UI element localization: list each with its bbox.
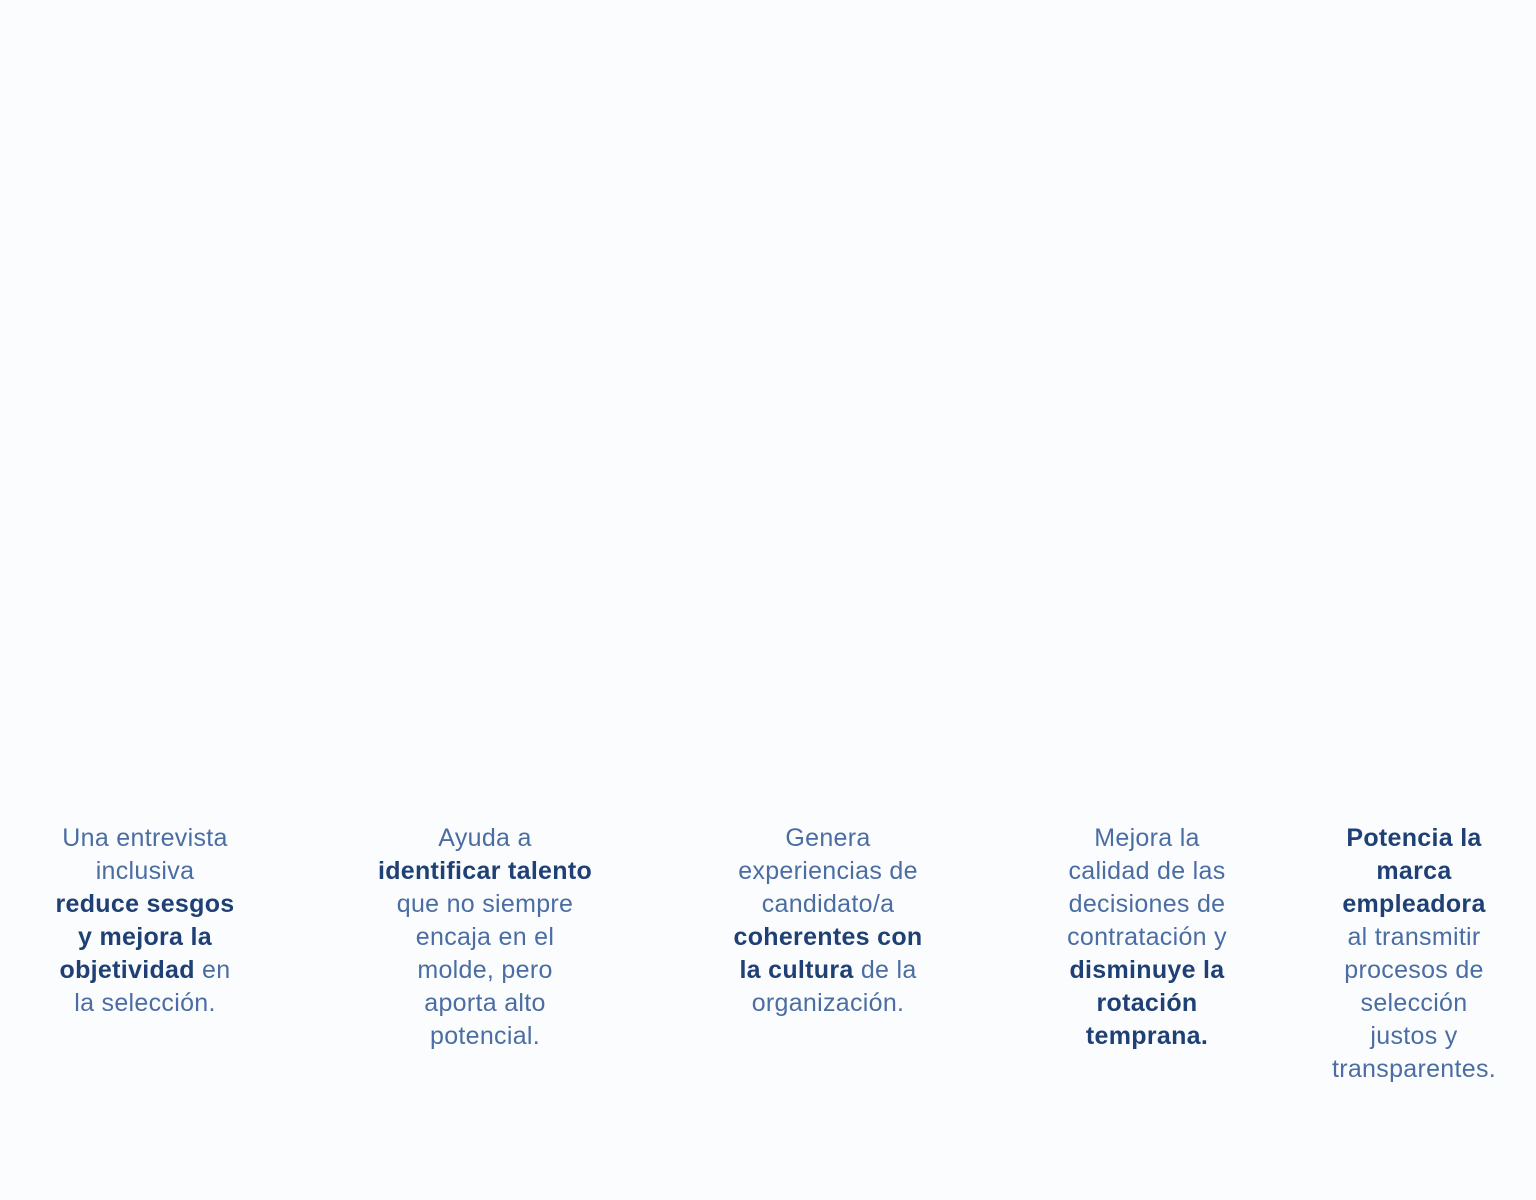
- benefit-text-3: [698, 822, 958, 1020]
- text-line: [698, 954, 958, 987]
- text-line: [1284, 822, 1536, 855]
- text-line: [15, 921, 275, 954]
- benefit-text-1: [15, 822, 275, 1020]
- text-segment: de la: [853, 956, 917, 984]
- text-line: [698, 888, 958, 921]
- text-segment: que no siempre: [396, 890, 574, 918]
- text-line: [355, 855, 615, 888]
- text-line: [355, 987, 615, 1020]
- benefit-text-4: [1017, 822, 1277, 1053]
- text-segment: Mejora la: [1094, 824, 1200, 852]
- text-segment: transparentes.: [1331, 1055, 1496, 1083]
- text-segment: selección: [1360, 989, 1468, 1017]
- text-segment: candidato/a: [761, 890, 895, 918]
- text-segment: calidad de las: [1068, 857, 1226, 885]
- text-segment-bold: marca: [1376, 857, 1452, 885]
- text-segment: encaja en el: [415, 923, 555, 951]
- text-line: [355, 888, 615, 921]
- text-segment: Ayuda a: [438, 824, 532, 852]
- text-segment: al transmitir: [1347, 923, 1481, 951]
- text-segment-bold: coherentes con: [733, 923, 923, 951]
- text-segment-bold: identificar talento: [377, 857, 593, 885]
- text-segment-bold: la cultura: [739, 956, 854, 984]
- text-segment: aporta alto: [424, 989, 546, 1017]
- text-line: [1017, 987, 1277, 1020]
- text-segment-bold: objetividad: [59, 956, 195, 984]
- text-segment-bold: y mejora la: [78, 923, 212, 951]
- text-segment-bold: Potencia la: [1346, 824, 1482, 852]
- text-line: [1017, 822, 1277, 855]
- text-line: [1017, 954, 1277, 987]
- text-line: [698, 822, 958, 855]
- text-line: [355, 921, 615, 954]
- text-segment: procesos de: [1344, 956, 1484, 984]
- text-line: [1284, 1053, 1536, 1086]
- text-segment: decisiones de: [1068, 890, 1226, 918]
- text-line: [355, 954, 615, 987]
- text-segment: la selección.: [74, 989, 216, 1017]
- text-line: [1017, 888, 1277, 921]
- text-line: [698, 921, 958, 954]
- text-segment-bold: reduce sesgos: [55, 890, 235, 918]
- text-line: [1017, 1020, 1277, 1053]
- text-segment: organización.: [751, 989, 905, 1017]
- text-line: [1284, 921, 1536, 954]
- text-line: [15, 855, 275, 888]
- benefit-text-2: [355, 822, 615, 1053]
- text-line: [355, 1020, 615, 1053]
- text-segment-bold: rotación: [1096, 989, 1198, 1017]
- text-segment: experiencias de: [738, 857, 918, 885]
- text-segment: Genera: [785, 824, 871, 852]
- text-line: [1284, 1020, 1536, 1053]
- text-line: [1284, 855, 1536, 888]
- text-line: [15, 954, 275, 987]
- text-line: [15, 987, 275, 1020]
- text-line: [1284, 888, 1536, 921]
- text-segment: en: [194, 956, 231, 984]
- benefit-text-5: [1284, 822, 1536, 1086]
- text-line: [1017, 921, 1277, 954]
- text-line: [15, 888, 275, 921]
- text-line: [1284, 954, 1536, 987]
- text-segment: justos y: [1370, 1022, 1458, 1050]
- text-segment: molde, pero: [417, 956, 553, 984]
- text-segment-bold: temprana.: [1085, 1022, 1209, 1050]
- text-segment: contratación y: [1067, 923, 1227, 951]
- text-segment: inclusiva: [95, 857, 195, 885]
- text-segment: potencial.: [429, 1022, 541, 1050]
- text-segment: Una entrevista: [62, 824, 228, 852]
- text-line: [1284, 987, 1536, 1020]
- text-line: [15, 822, 275, 855]
- text-segment-bold: empleadora: [1342, 890, 1486, 918]
- text-segment-bold: disminuye la: [1069, 956, 1225, 984]
- text-line: [698, 987, 958, 1020]
- text-line: [698, 855, 958, 888]
- text-line: [355, 822, 615, 855]
- text-line: [1017, 855, 1277, 888]
